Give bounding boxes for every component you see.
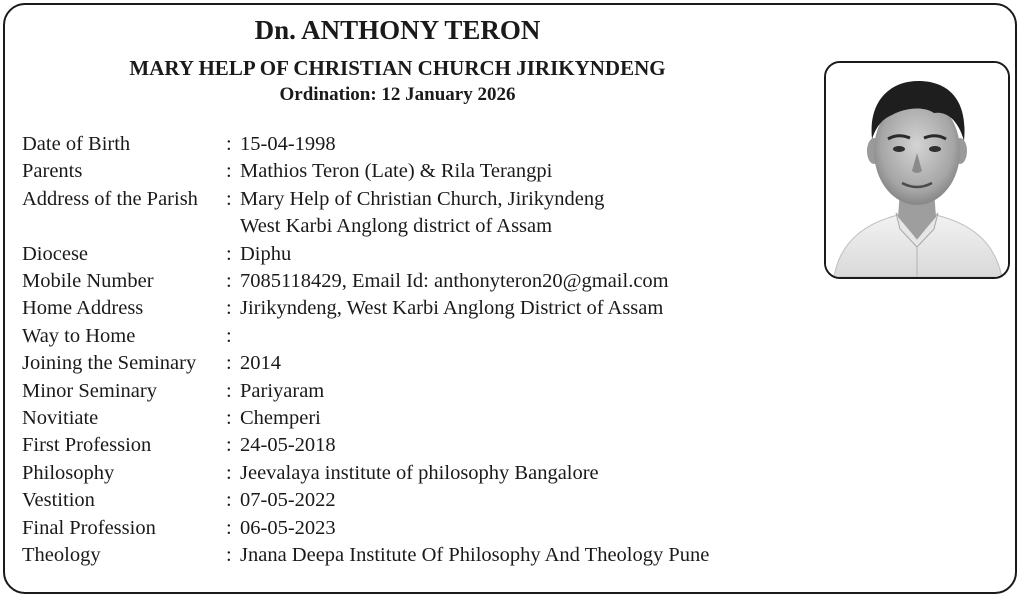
detail-colon: : — [226, 461, 232, 484]
profile-card — [3, 3, 1017, 594]
detail-row-first-profession — [22, 432, 709, 459]
detail-row-final-profession — [22, 515, 709, 542]
detail-colon: : — [226, 160, 232, 183]
detail-colon: : — [226, 379, 232, 402]
detail-label: Novitiate — [22, 407, 99, 430]
detail-label: Joining the Seminary — [22, 352, 197, 375]
profile-photo — [824, 61, 1010, 279]
detail-label: Theology — [22, 544, 101, 567]
detail-value: Mathios Teron (Late) & Rila Terangpi — [240, 160, 553, 183]
detail-row-vestition — [22, 487, 709, 514]
detail-colon: : — [226, 489, 232, 512]
detail-colon: : — [226, 324, 232, 347]
detail-value: 2014 — [240, 352, 281, 375]
detail-label: Philosophy — [22, 461, 115, 484]
detail-label: Vestition — [22, 489, 95, 512]
detail-label: Final Profession — [22, 516, 156, 539]
detail-colon: : — [226, 407, 232, 430]
detail-colon: : — [226, 544, 232, 567]
detail-label: Way to Home — [22, 324, 136, 347]
detail-colon: : — [226, 133, 232, 155]
detail-row-theology — [22, 542, 709, 569]
detail-row-diocese — [22, 241, 709, 268]
detail-colon: : — [226, 270, 232, 293]
church-name: MARY HELP OF CHRISTIAN CHURCH JIRIKYNDENG — [129, 56, 666, 80]
detail-row-philosophy — [22, 460, 709, 487]
detail-colon: : — [226, 516, 232, 539]
detail-label: Mobile Number — [22, 270, 154, 293]
detail-row-joining-seminary — [22, 350, 709, 377]
detail-value: Jeevalaya institute of philosophy Bangalore — [240, 461, 599, 484]
detail-value: 7085118429, Email Id: anthonyteron20@gmail.com — [240, 270, 669, 293]
detail-value: 15-04-1998 — [240, 133, 336, 155]
detail-colon: : — [226, 187, 232, 210]
detail-label: Minor Seminary — [22, 379, 157, 402]
detail-row-parish-address-continued — [22, 213, 709, 240]
detail-row-parish-address — [22, 186, 709, 213]
detail-label: First Profession — [22, 434, 152, 457]
detail-value: Chemperi — [240, 407, 321, 430]
detail-label: Home Address — [22, 297, 144, 320]
detail-value: Pariyaram — [240, 379, 325, 402]
detail-row-way-to-home — [22, 323, 709, 350]
detail-row-home-address — [22, 295, 709, 322]
detail-label: Date of Birth — [22, 133, 131, 155]
detail-value: 07-05-2022 — [240, 489, 336, 512]
detail-colon: : — [226, 434, 232, 457]
detail-label: Parents — [22, 160, 83, 183]
person-name: Dn. ANTHONY TERON — [254, 15, 541, 45]
detail-row-date-of-birth — [22, 131, 709, 158]
detail-value: Jnana Deepa Institute Of Philosophy And Theology Pune — [240, 544, 710, 567]
detail-colon: : — [226, 297, 232, 320]
ordination-date: Ordination: 12 January 2026 — [279, 84, 516, 105]
details-list — [22, 131, 709, 570]
detail-colon: : — [226, 352, 232, 375]
detail-label: Address of the Parish — [22, 187, 198, 210]
detail-colon: : — [226, 242, 232, 265]
detail-value: 06-05-2023 — [240, 516, 336, 539]
detail-value: Mary Help of Christian Church, Jirikyndeng — [240, 187, 605, 210]
portrait-illustration — [826, 63, 1008, 277]
detail-row-mobile-number — [22, 268, 709, 295]
detail-row-minor-seminary — [22, 378, 709, 405]
detail-value: Jirikyndeng, West Karbi Anglong District of Assam — [240, 297, 664, 320]
detail-row-parents — [22, 158, 709, 185]
detail-value: West Karbi Anglong district of Assam — [240, 215, 553, 238]
detail-value: Diphu — [240, 242, 292, 265]
detail-label: Diocese — [22, 242, 89, 265]
detail-value: 24-05-2018 — [240, 434, 336, 457]
detail-row-novitiate — [22, 405, 709, 432]
